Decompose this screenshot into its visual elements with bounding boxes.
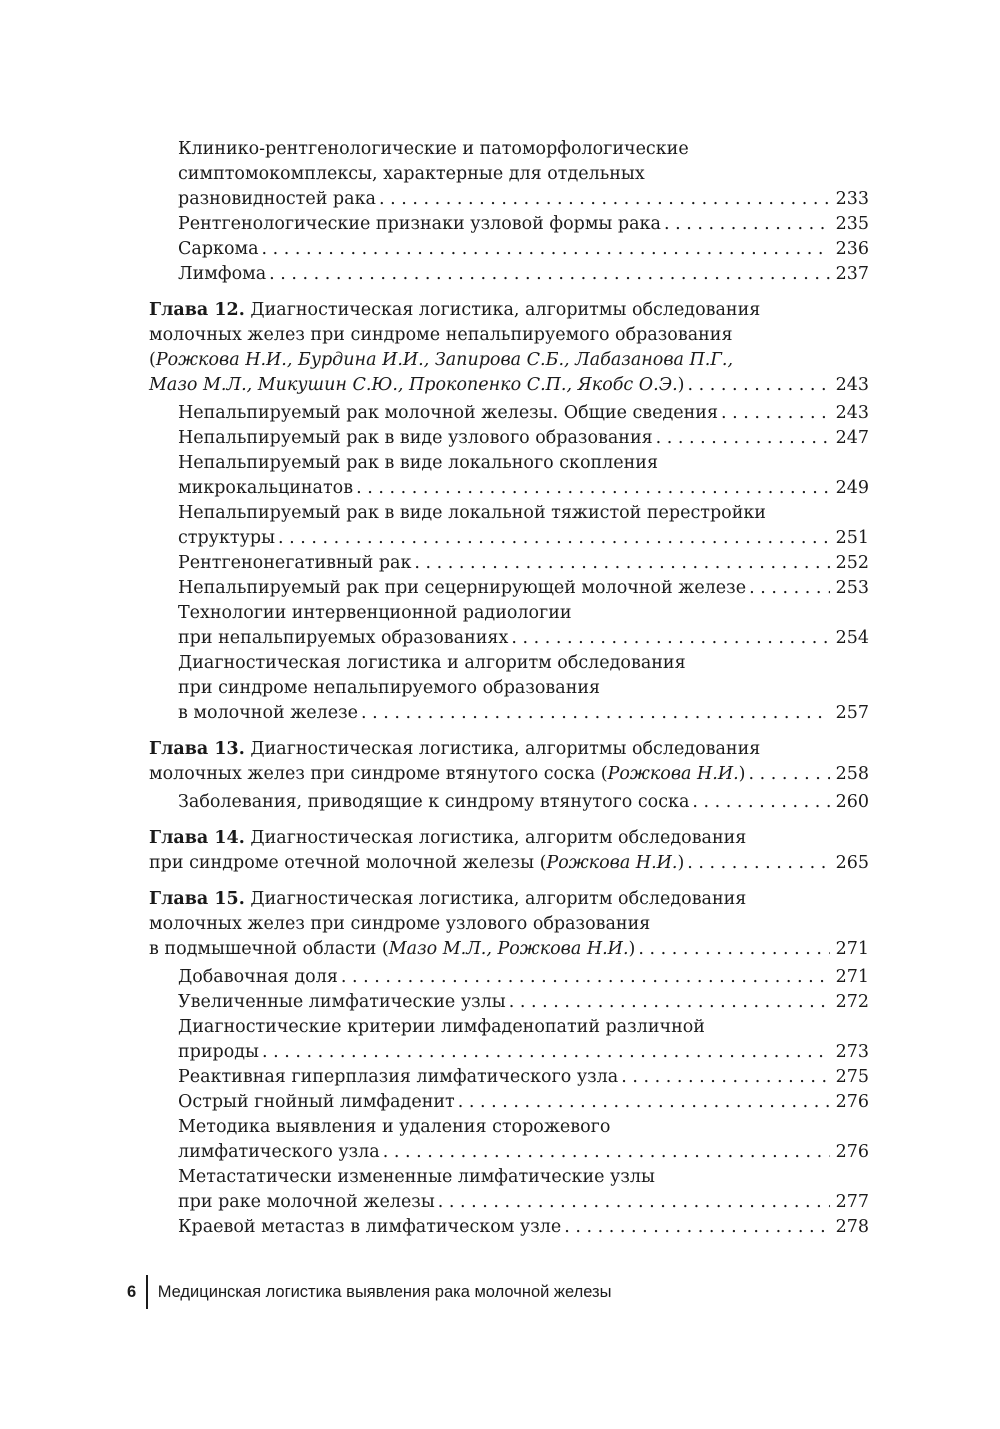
chapter-title-line [149,887,869,912]
page-number: 277 [835,1192,869,1212]
chapter-label: Глава 12. [149,300,245,320]
page-number: 254 [835,628,869,648]
toc-entry[interactable] [149,212,869,237]
toc-entry[interactable] [149,601,869,651]
toc-entry-text: Заболевания, приводящие к синдрому втянутого соска [178,792,690,812]
leader-dots [262,1040,830,1065]
page-number: 243 [835,375,869,395]
page-number: 275 [835,1067,869,1087]
toc-entry[interactable] [149,262,869,287]
leader-dots [687,373,829,398]
chapter-title: молочных желез при синдроме втянутого соска [149,764,596,784]
toc-sub-entries [149,137,869,287]
leader-dots [414,551,829,576]
leader-dots [509,990,830,1015]
leader-dots [269,262,829,287]
toc-entry-line: Непальпируемый рак в виде локальной тяжистой перестройки [178,503,766,523]
toc-entry-line: Технологии интервенционной радиологии [178,603,572,623]
leader-dots [656,426,830,451]
page-number: 260 [835,792,869,812]
leader-dots [341,965,830,990]
toc-entry-line: Диагностическая логистика и алгоритм обследования [178,653,686,673]
toc-entry[interactable] [149,651,869,726]
toc-entry-last-line [178,1090,869,1115]
chapter-entry-line[interactable]: в подмышечной области (Мазо М.Л., Рожкова Н.И.) . . . 271 [149,937,869,962]
toc-intro-section [149,137,869,287]
toc-entry-last-line [178,1140,869,1165]
page-number: 243 [835,403,869,423]
page-number: 253 [835,578,869,598]
toc-entry-line: при синдроме непальпируемого образования [178,678,601,698]
chapter-title-line [149,826,869,851]
toc-sub-entries [149,401,869,726]
page-footer [127,1275,611,1309]
page-number: 249 [835,478,869,498]
chapter-title: при синдроме отечной молочной железы [149,853,535,873]
toc-entry-line: Непальпируемый рак в виде локального скопления [178,453,658,473]
page-number: 237 [835,264,869,284]
chapter-entry-line[interactable]: молочных желез при синдроме втянутого соска (Рожкова Н.И.) . . . 258 [149,762,869,787]
page-number: 233 [835,189,869,209]
page-number: 247 [835,428,869,448]
toc-entry[interactable] [149,137,869,212]
toc-entry-text: Непальпируемый рак молочной железы. Общие сведения [178,403,719,423]
toc-entry[interactable] [149,1115,869,1165]
page-number: 271 [835,967,869,987]
chapter-authors: Мазо М.Л., Рожкова Н.И. [388,939,629,959]
toc-entry-text: природы [178,1042,259,1062]
toc-entry-text: Лимфома [178,264,267,284]
toc-entry-last-line [178,576,869,601]
toc-entry-text: Увеличенные лимфатические узлы [178,992,506,1012]
toc-chapter-14 [149,826,869,876]
page-number: 258 [835,764,869,784]
leader-dots [749,576,830,601]
page-number: 276 [835,1142,869,1162]
toc-entry[interactable] [149,401,869,426]
leader-dots [262,237,830,262]
toc-entry-last-line [178,212,869,237]
leader-dots [278,526,830,551]
toc-sub-entries [149,790,869,815]
toc-entry-line: Диагностические критерии лимфаденопатий различной [178,1017,705,1037]
toc-entry-text: Непальпируемый рак в виде узлового образования [178,428,653,448]
leader-dots [438,1190,830,1215]
toc-entry-last-line [178,476,869,501]
toc-entry-line: Метастатически измененные лимфатические узлы [178,1167,655,1187]
toc-entry-text: Саркома [178,239,259,259]
toc-entry-last-line [178,426,869,451]
page-number: 235 [835,214,869,234]
chapter-entry-line[interactable]: Мазо М.Л., Микушин С.Ю., Прокопенко С.П., Якобс О.Э.) . . . 243 [149,373,869,398]
chapter-authors: Рожкова Н.И., Бурдина И.И., Запирова С.Б., Лабазанова П.Г., [155,350,734,370]
chapter-authors: Рожкова Н.И. [607,764,739,784]
toc-entry-last-line [178,1190,869,1215]
toc-entry-text: Рентгенологические признаки узловой формы рака [178,214,661,234]
toc-entry-last-line [178,401,869,426]
toc-entry-last-line [178,990,869,1015]
toc-chapter-13 [149,737,869,815]
page-number: 276 [835,1092,869,1112]
toc-entry[interactable] [149,790,869,815]
toc-entry-line: Методика выявления и удаления сторожевого [178,1117,611,1137]
page-number: 278 [835,1217,869,1237]
toc-entry[interactable] [149,1165,869,1215]
footer-divider [146,1275,148,1309]
toc-entry[interactable] [149,451,869,501]
toc-entry[interactable] [149,1090,869,1115]
toc-entry-text: Краевой метастаз в лимфатическом узле [178,1217,562,1237]
leader-dots [692,790,829,815]
toc-entry[interactable] [149,237,869,262]
leader-dots [383,1140,830,1165]
toc-entry-text: микрокальцинатов [178,478,354,498]
page-number: 265 [835,853,869,873]
toc-entry[interactable] [149,1065,869,1090]
table-of-contents [149,134,869,1240]
toc-entry[interactable] [149,426,869,451]
toc-entry-last-line [178,526,869,551]
toc-entry[interactable] [149,1215,869,1240]
toc-sub-entries [149,965,869,1240]
toc-entry[interactable] [149,576,869,601]
leader-dots [664,212,830,237]
chapter-title-line [149,737,869,762]
chapter-title: Диагностическая логистика, алгоритм обследования [250,828,747,848]
chapter-authors-line: (Рожкова Н.И., Бурдина И.И., Запирова С.Б., Лабазанова П.Г., [149,350,734,370]
chapter-title: Диагностическая логистика, алгоритмы обследования [250,300,761,320]
chapter-title-line: молочных желез при синдроме узлового образования [149,914,651,934]
leader-dots [458,1090,830,1115]
toc-entry-line: симптомокомплексы, характерные для отдельных [178,164,645,184]
toc-entry-text: Рентгенонегативный рак [178,553,412,573]
toc-entry[interactable] [149,1015,869,1065]
toc-entry-last-line [178,262,869,287]
page-number: 236 [835,239,869,259]
toc-entry-last-line [178,965,869,990]
toc-entry[interactable] [149,965,869,990]
chapter-entry-line[interactable]: при синдроме отечной молочной железы (Рожкова Н.И.) . . . 265 [149,851,869,876]
toc-entry-text: структуры [178,528,276,548]
leader-dots [638,937,829,962]
chapter-authors: Мазо М.Л., Микушин С.Ю., Прокопенко С.П., Якобс О.Э. [149,375,678,395]
leader-dots [687,851,829,876]
chapter-authors: Рожкова Н.И. [546,853,678,873]
toc-entry-last-line [178,1040,869,1065]
leader-dots [379,187,830,212]
leader-dots [564,1215,829,1240]
toc-entry[interactable] [149,501,869,551]
chapter-title-line [149,298,869,323]
page-number: 273 [835,1042,869,1062]
toc-entry-last-line [178,551,869,576]
toc-entry-last-line [178,1215,869,1240]
leader-dots [361,701,830,726]
leader-dots [721,401,830,426]
leader-dots [511,626,829,651]
page-number: 257 [835,703,869,723]
footer-page-number: 6 [127,1282,137,1301]
page-number: 271 [835,939,869,959]
toc-entry-last-line [178,237,869,262]
toc-entry-text: разновидностей рака [178,189,376,209]
chapter-title: Диагностическая логистика, алгоритмы обследования [250,739,761,759]
page-number: 272 [835,992,869,1012]
chapter-label: Глава 13. [149,739,245,759]
chapter-label: Глава 14. [149,828,245,848]
toc-entry-last-line [178,701,869,726]
chapter-title-line: молочных желез при синдроме непальпируемого образования [149,325,733,345]
toc-entry-text: Непальпируемый рак при сецернирующей молочной железе [178,578,747,598]
toc-entry-last-line [178,790,869,815]
toc-entry-text: лимфатического узла [178,1142,380,1162]
toc-entry-last-line [178,187,869,212]
toc-entry-text: Реактивная гиперплазия лимфатического узла [178,1067,619,1087]
running-title: Медицинская логистика выявления рака молочной железы [157,1282,612,1301]
chapter-label: Глава 15. [149,889,245,909]
chapter-title: в подмышечной области [149,939,377,959]
leader-dots [748,762,829,787]
page-number: 251 [835,528,869,548]
toc-entry-last-line [178,626,869,651]
toc-entry-last-line [178,1065,869,1090]
toc-entry-text: Добавочная доля [178,967,338,987]
leader-dots [356,476,830,501]
toc-entry-text: в молочной железе [178,703,359,723]
toc-chapter-12 [149,298,869,726]
toc-entry[interactable] [149,551,869,576]
toc-entry-text: Острый гнойный лимфаденит [178,1092,455,1112]
leader-dots [621,1065,829,1090]
chapter-title: Диагностическая логистика, алгоритм обследования [250,889,747,909]
toc-entry-text: при непальпируемых образованиях [178,628,509,648]
toc-entry-text: при раке молочной железы [178,1192,435,1212]
page-number: 252 [835,553,869,573]
toc-entry-line: Клинико-рентгенологические и патоморфологические [178,139,689,159]
toc-chapter-15 [149,887,869,1240]
toc-entry[interactable] [149,990,869,1015]
